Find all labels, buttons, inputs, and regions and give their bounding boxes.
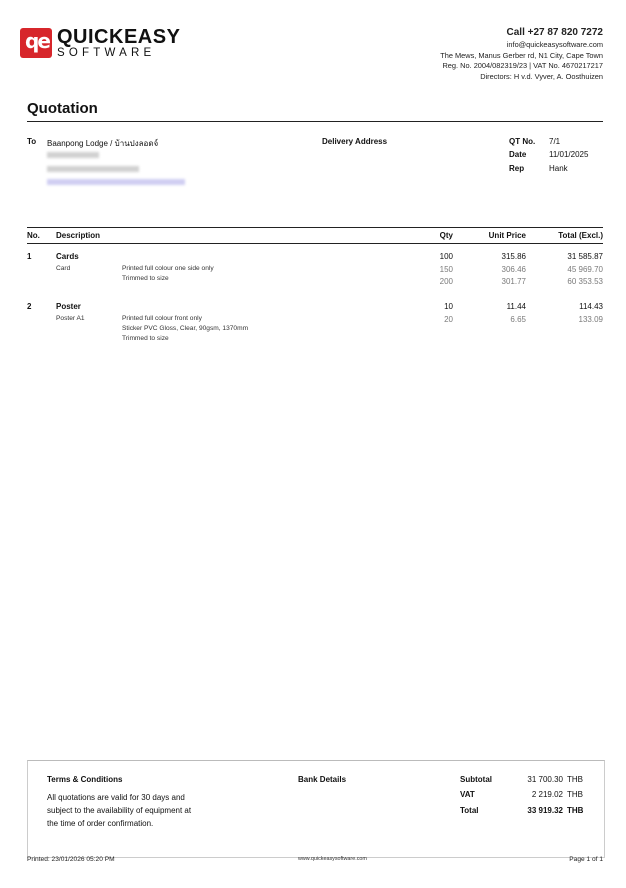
page-title: Quotation <box>27 100 98 117</box>
to-label: To <box>27 137 37 146</box>
break-total: 133.09 <box>578 315 603 324</box>
item-total: 31 585.87 <box>567 252 603 261</box>
item-note: Trimmed to size <box>122 275 169 282</box>
table-header-rule <box>27 243 603 244</box>
rep-label: Rep <box>509 164 525 173</box>
terms-text <box>47 791 191 830</box>
subtotal-currency: THB <box>567 775 583 784</box>
item-qty: 10 <box>444 302 453 311</box>
break-qty: 200 <box>439 277 453 286</box>
break-unit-price: 306.46 <box>501 265 526 274</box>
item-unit-price: 11.44 <box>506 302 526 311</box>
total-value: 33 919.32 <box>527 806 563 815</box>
printed-timestamp: Printed: 23/01/2026 05:20 PM <box>27 856 115 863</box>
item-sub-name: Card <box>56 265 71 272</box>
directors: Directors: H v.d. Vyver, A. Oosthuizen <box>480 71 603 81</box>
item-total: 114.43 <box>579 302 603 311</box>
redacted-line <box>47 166 139 172</box>
col-total: Total (Excl.) <box>558 231 603 240</box>
address: The Mews, Manus Gerber rd, N1 City, Cape Town <box>440 50 603 60</box>
col-unit-price: Unit Price <box>488 231 526 240</box>
item-sub-name: Poster A1 <box>56 315 85 322</box>
break-unit-price: 6.65 <box>510 315 526 324</box>
item-qty: 100 <box>439 252 453 261</box>
item-no: 2 <box>27 302 32 311</box>
redacted-line <box>47 152 99 158</box>
col-no: No. <box>27 231 40 240</box>
vat-value: 2 219.02 <box>531 790 563 799</box>
date-value: 11/01/2025 <box>549 150 589 159</box>
break-qty: 150 <box>439 265 453 274</box>
brand-name: QUICKEASY <box>57 26 181 48</box>
vat-currency: THB <box>567 790 583 799</box>
item-note: Printed full colour front only <box>122 315 202 322</box>
item-name: Poster <box>56 302 81 311</box>
logo-mark-icon: qe <box>20 28 52 58</box>
terms-line: subject to the availability of equipment at <box>47 806 192 815</box>
col-description: Description <box>56 231 101 240</box>
break-unit-price: 301.77 <box>501 277 526 286</box>
title-divider <box>27 121 603 122</box>
redacted-email <box>47 179 185 185</box>
break-total: 60 353.53 <box>567 277 603 286</box>
delivery-address-label: Delivery Address <box>322 137 388 146</box>
break-qty: 20 <box>444 315 453 324</box>
vat-label: VAT <box>460 790 475 799</box>
terms-title: Terms & Conditions <box>47 775 123 784</box>
subtotal-value: 31 700.30 <box>527 775 563 784</box>
terms-line: the time of order confirmation. <box>47 819 154 828</box>
customer-name: Baanpong Lodge / บ้านปงลอดจ์ <box>47 139 159 148</box>
page-number: Page 1 of 1 <box>569 856 603 863</box>
subtotal-label: Subtotal <box>460 775 492 784</box>
date-label: Date <box>509 150 527 159</box>
total-currency: THB <box>567 806 584 815</box>
item-unit-price: 315.86 <box>501 252 526 261</box>
phone: Call +27 87 820 7272 <box>506 27 603 38</box>
item-note: Trimmed to size <box>122 335 169 342</box>
bank-details-title: Bank Details <box>298 775 347 784</box>
brand-subtitle: SOFTWARE <box>57 47 156 59</box>
email: info@quickeasysoftware.com <box>506 40 603 49</box>
table-top-rule <box>27 227 603 228</box>
col-qty: Qty <box>439 231 453 240</box>
item-no: 1 <box>27 252 32 261</box>
qt-no-value: 7/1 <box>549 137 561 146</box>
total-label: Total <box>460 806 479 815</box>
item-note: Sticker PVC Gloss, Clear, 90gsm, 1370mm <box>122 325 249 332</box>
website-link[interactable]: www.quickeasysoftware.com <box>298 856 367 862</box>
break-total: 45 969.70 <box>567 265 603 274</box>
registration: Reg. No. 2004/082319/23 | VAT No. 4670217217 <box>442 61 603 71</box>
rep-value: Hank <box>549 164 568 173</box>
item-note: Printed full colour one side only <box>122 265 214 272</box>
company-contact <box>440 26 603 82</box>
terms-line: All quotations are valid for 30 days and <box>47 793 185 802</box>
qt-no-label: QT No. <box>509 137 536 146</box>
item-name: Cards <box>56 252 79 261</box>
company-logo <box>20 26 181 62</box>
